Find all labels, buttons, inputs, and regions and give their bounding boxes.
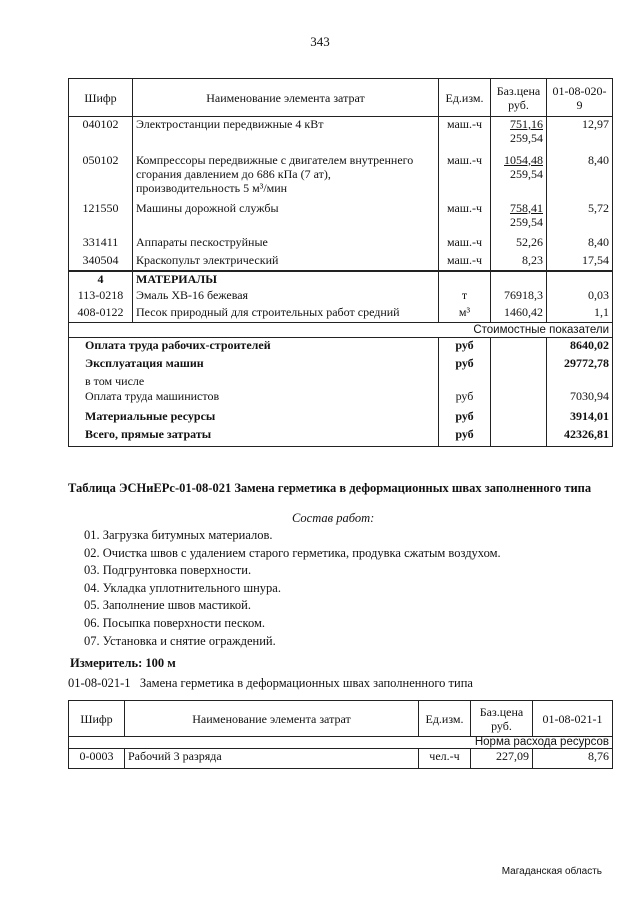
row-code: 040102 [69, 117, 133, 153]
header-name: Наименование элемента затрат [125, 701, 419, 737]
row-code: 331411 [69, 235, 133, 253]
cost-name: Эксплуатация машин [69, 356, 439, 374]
row-unit: маш.-ч [439, 117, 491, 153]
row-value: 12,97 [547, 117, 613, 153]
cost-name: Материальные ресурсы [69, 409, 439, 427]
row-value: 5,72 [547, 201, 613, 235]
row-price [491, 201, 547, 235]
row-name: Машины дорожной службы [133, 201, 439, 235]
row-name: Эмаль ХВ-16 бежевая [133, 288, 439, 305]
labor-table [68, 700, 613, 769]
row-price [491, 117, 547, 153]
price-salary: 259,54 [510, 166, 543, 181]
row-code: 340504 [69, 253, 133, 271]
row-code: 113-0218 [69, 288, 133, 305]
row-unit: маш.-ч [439, 201, 491, 235]
machines-materials-table [68, 78, 613, 447]
cost-row [69, 389, 613, 409]
section-row [69, 271, 613, 288]
list-item: 07. Установка и снятие ограждений. [84, 633, 276, 648]
cost-name: Оплата труда машинистов [69, 389, 439, 409]
row-price: 8,23 [491, 253, 547, 271]
row-unit: м³ [439, 305, 491, 323]
cost-unit: руб [439, 356, 491, 374]
cost-unit: руб [439, 338, 491, 356]
row-price [491, 153, 547, 201]
norm-code-line: 01-08-021-1 Замена герметика в деформационных швах заполненного типа [68, 676, 473, 690]
row-name: Аппараты пескоструйные [133, 235, 439, 253]
table-row [69, 305, 613, 323]
price-salary: 259,54 [510, 131, 543, 145]
list-item: 04. Укладка уплотнительного шнура. [84, 580, 281, 595]
row-name: Компрессоры передвижные с двигателем внутреннего сгорания давлением до 686 кПа (7 ат), производительность 5 м³/мин [133, 153, 439, 201]
measure-unit: Измеритель: 100 м [70, 656, 176, 670]
section-name: МАТЕРИАЛЫ [133, 271, 439, 288]
cost-header: Стоимостные показатели [69, 323, 613, 338]
header-unit: Ед.изм. [439, 79, 491, 117]
norm-header: Норма расхода ресурсов [69, 737, 613, 749]
table-row [69, 153, 613, 201]
header-unit: Ед.изм. [419, 701, 471, 737]
row-name: Электростанции передвижные 4 кВт [133, 117, 439, 153]
cost-row [69, 338, 613, 356]
work-items-list [84, 527, 501, 650]
cost-value: 42326,81 [547, 427, 613, 447]
row-price: 76918,3 [491, 288, 547, 305]
list-item: 06. Посыпка поверхности песком. [84, 615, 266, 630]
table-header-row [69, 701, 613, 737]
header-price: Баз.цена руб. [471, 701, 533, 737]
row-unit: т [439, 288, 491, 305]
table-row [69, 288, 613, 305]
list-item: 03. Подгрунтовка поверхности. [84, 563, 252, 578]
page-number: 343 [310, 34, 330, 49]
table-header-row [69, 79, 613, 117]
row-code: 408-0122 [69, 305, 133, 323]
cost-value: 3914,01 [547, 409, 613, 427]
cost-unit: руб [439, 409, 491, 427]
price-main: 1054,48 [504, 152, 543, 167]
table-caption: Таблица ЭСНиЕРс-01-08-021 Замена герметика в деформационных швах заполненного типа [68, 481, 592, 495]
row-value: 1,1 [547, 305, 613, 323]
row-code: 050102 [69, 153, 133, 201]
table-row [69, 235, 613, 253]
row-price: 227,09 [471, 749, 533, 769]
row-value: 17,54 [547, 253, 613, 271]
cost-row [69, 409, 613, 427]
cost-unit: руб [439, 427, 491, 447]
cost-header-row [69, 323, 613, 338]
row-unit: маш.-ч [439, 235, 491, 253]
table-row [69, 201, 613, 235]
section-code: 4 [69, 271, 133, 288]
cost-unit: руб [439, 389, 491, 409]
row-price: 52,26 [491, 235, 547, 253]
row-value: 8,40 [547, 153, 613, 201]
cost-value: 7030,94 [547, 389, 613, 409]
cost-name: в том числе [69, 374, 439, 389]
cost-row [69, 374, 613, 389]
list-item: 02. Очистка швов с удалением старого герметика, продувка сжатым воздухом. [84, 545, 501, 560]
row-unit: маш.-ч [439, 153, 491, 201]
row-price: 1460,42 [491, 305, 547, 323]
row-code: 0-0003 [69, 749, 125, 769]
price-salary: 259,54 [510, 214, 543, 229]
work-composition-title: Состав работ: [292, 511, 375, 525]
row-name: Краскопульт электрический [133, 253, 439, 271]
list-item: 05. Заполнение швов мастикой. [84, 598, 251, 613]
row-value: 8,40 [547, 235, 613, 253]
cost-name: Оплата труда рабочих-строителей [69, 338, 439, 356]
price-main: 751,16 [510, 117, 543, 131]
header-code: Шифр [69, 79, 133, 117]
header-norm: 01-08-020-9 [547, 79, 613, 117]
table-row [69, 253, 613, 271]
row-name: Песок природный для строительных работ средний [133, 305, 439, 323]
header-norm: 01-08-021-1 [533, 701, 613, 737]
cost-row [69, 427, 613, 447]
row-value: 8,76 [533, 749, 613, 769]
header-name: Наименование элемента затрат [133, 79, 439, 117]
cost-value: 8640,02 [547, 338, 613, 356]
price-main: 758,41 [510, 200, 543, 215]
cost-name: Всего, прямые затраты [69, 427, 439, 447]
row-unit: чел.-ч [419, 749, 471, 769]
row-code: 121550 [69, 201, 133, 235]
row-unit: маш.-ч [439, 253, 491, 271]
cost-row [69, 356, 613, 374]
norm-header-row [69, 737, 613, 749]
table-row [69, 749, 613, 769]
row-name: Рабочий 3 разряда [125, 749, 419, 769]
cost-value: 29772,78 [547, 356, 613, 374]
header-price: Баз.цена руб. [491, 79, 547, 117]
header-code: Шифр [69, 701, 125, 737]
region-label: Магаданская область [501, 866, 602, 877]
table-row [69, 117, 613, 153]
list-item: 01. Загрузка битумных материалов. [84, 528, 273, 542]
row-value: 0,03 [547, 288, 613, 305]
